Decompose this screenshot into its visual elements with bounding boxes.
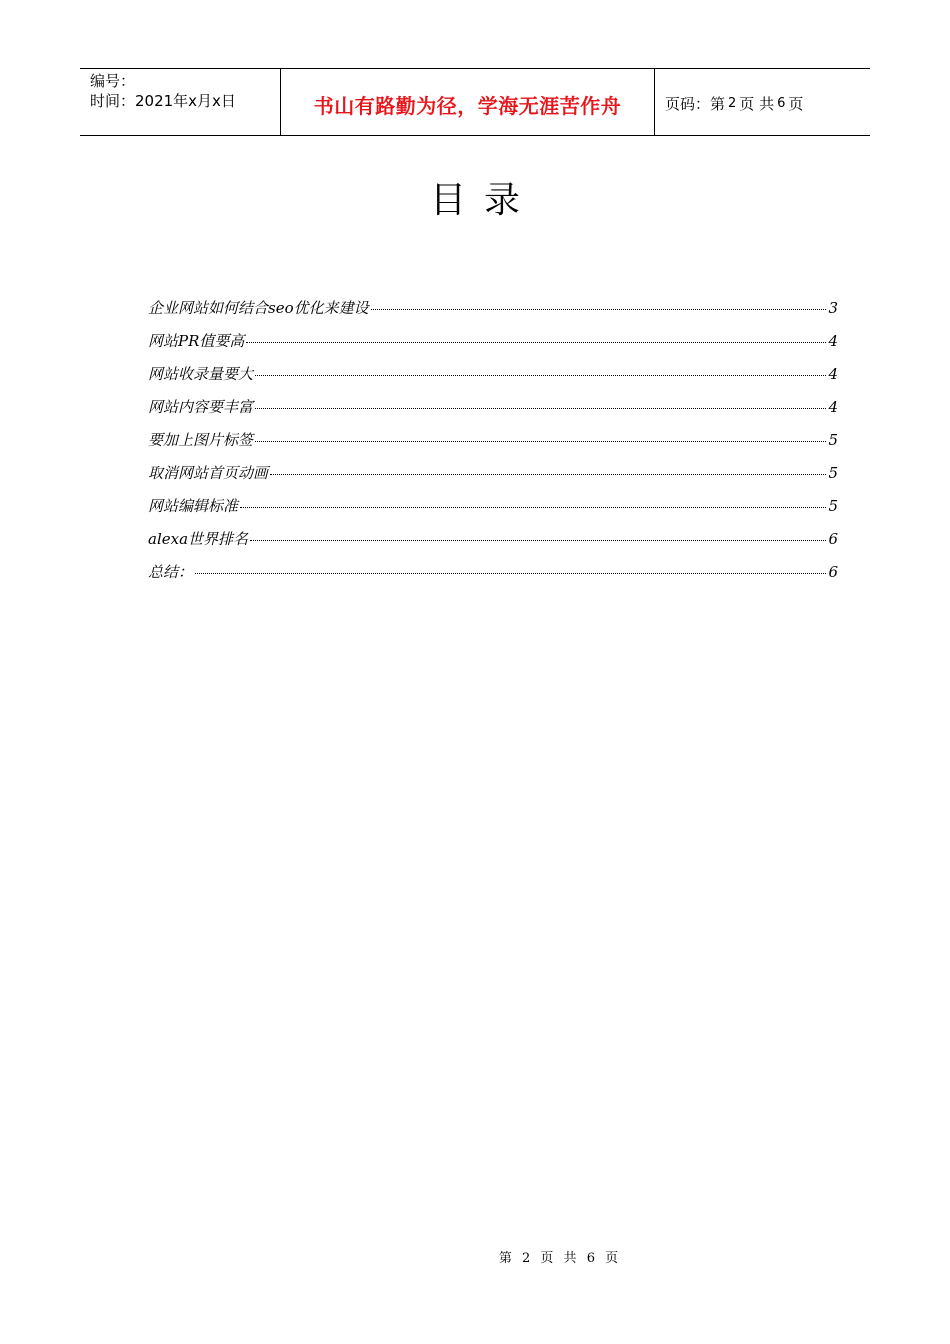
table-of-contents xyxy=(148,297,838,594)
toc-entry[interactable] xyxy=(148,528,838,561)
toc-entry[interactable] xyxy=(148,297,838,330)
toc-title: 目录 xyxy=(429,180,538,221)
toc-entry-page: 4 xyxy=(828,332,838,350)
toc-leader xyxy=(255,375,826,376)
serial-label: 编号： xyxy=(90,72,136,90)
toc-entry[interactable] xyxy=(148,462,838,495)
page-header xyxy=(80,68,870,136)
toc-entry-text: 取消网站首页动画 xyxy=(148,464,269,482)
header-motto-cell xyxy=(281,69,655,135)
toc-leader xyxy=(270,474,826,475)
toc-entry-page: 5 xyxy=(828,431,838,449)
toc-entry-page: 5 xyxy=(828,497,838,515)
toc-entry[interactable] xyxy=(148,429,838,462)
toc-entry-text: 要加上图片标签 xyxy=(148,431,254,449)
toc-entry[interactable] xyxy=(148,363,838,396)
toc-leader xyxy=(246,342,826,343)
toc-leader xyxy=(255,441,826,442)
toc-entry[interactable] xyxy=(148,396,838,429)
page-suffix: 页 xyxy=(788,94,804,113)
toc-leader xyxy=(250,540,826,541)
toc-entry-text: 网站收录量要大 xyxy=(148,365,254,383)
toc-entry[interactable] xyxy=(148,330,838,363)
toc-entry-text: 网站内容要丰富 xyxy=(148,398,254,416)
toc-entry-page: 4 xyxy=(828,398,838,416)
toc-entry-page: 6 xyxy=(828,563,838,581)
toc-entry-page: 6 xyxy=(828,530,838,548)
page-footer: 第 2 页 共 6 页 xyxy=(498,1251,622,1266)
page-middle: 页 共 xyxy=(739,94,775,113)
toc-entry-text: 总结： xyxy=(148,563,194,581)
page-total: 6 xyxy=(777,95,786,111)
toc-entry[interactable] xyxy=(148,495,838,528)
motto-text: 书山有路勤为径，学海无涯苦作舟 xyxy=(313,93,622,118)
date-label: 时间：2021年x月x日 xyxy=(90,92,236,110)
header-info-cell xyxy=(80,69,281,135)
toc-entry-text: 企业网站如何结合seo优化来建设 xyxy=(148,299,369,317)
header-page-cell xyxy=(655,69,870,135)
toc-leader xyxy=(195,573,826,574)
toc-leader xyxy=(255,408,826,409)
page-prefix: 页码：第 xyxy=(665,94,726,113)
toc-entry-text: 网站编辑标准 xyxy=(148,497,239,515)
toc-entry-page: 5 xyxy=(828,464,838,482)
toc-entry[interactable] xyxy=(148,561,838,594)
toc-entry-page: 4 xyxy=(828,365,838,383)
toc-entry-text: alexa世界排名 xyxy=(148,530,249,548)
toc-leader xyxy=(240,507,826,508)
toc-leader xyxy=(371,309,827,310)
page-current: 2 xyxy=(728,95,737,111)
toc-entry-text: 网站PR值要高 xyxy=(148,332,245,350)
toc-entry-page: 3 xyxy=(828,299,838,317)
